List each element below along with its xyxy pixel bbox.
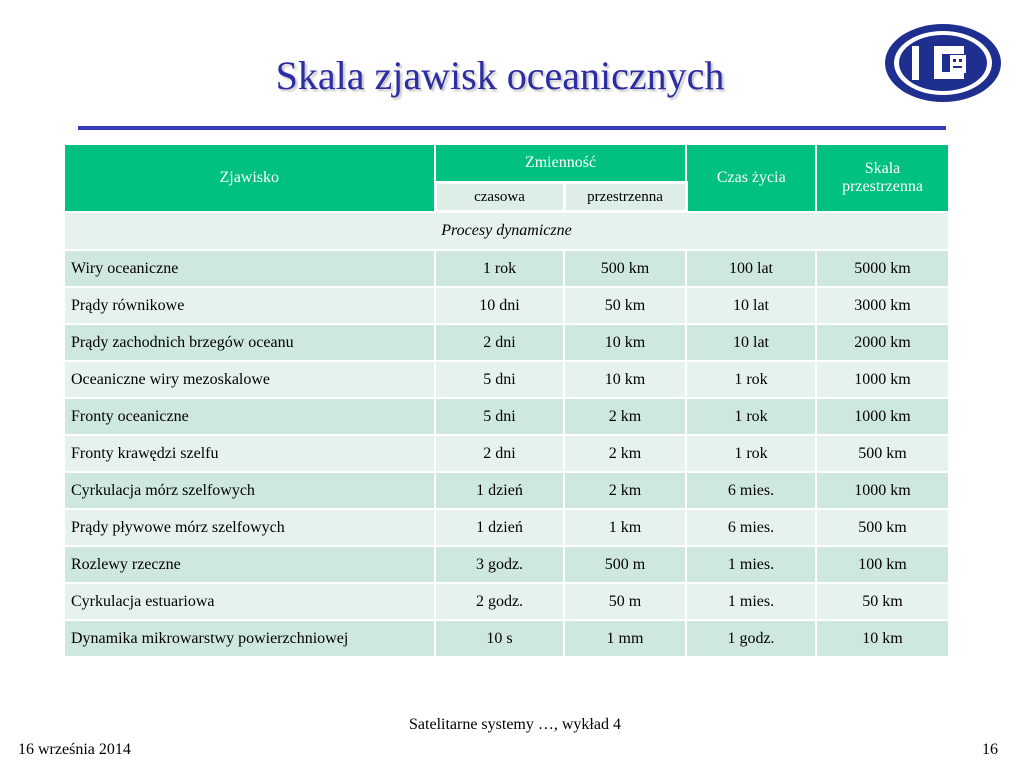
lifetime-cell: 1 mies. xyxy=(686,546,816,583)
temporal-cell: 2 dni xyxy=(435,324,564,361)
slide-title: Skala zjawisk oceanicznych xyxy=(275,53,725,98)
table-row xyxy=(64,620,949,657)
spatial-scale-cell: 5000 km xyxy=(816,250,949,287)
spatial-scale-cell: 50 km xyxy=(816,583,949,620)
spatial-scale-cell: 1000 km xyxy=(816,361,949,398)
spatial-scale-cell: 500 km xyxy=(816,435,949,472)
table-row xyxy=(64,398,949,435)
temporal-cell: 1 rok xyxy=(435,250,564,287)
header-variability: Zmienność xyxy=(435,144,686,183)
temporal-cell: 3 godz. xyxy=(435,546,564,583)
lifetime-cell: 100 lat xyxy=(686,250,816,287)
header-spatial: przestrzenna xyxy=(564,183,686,212)
phenomena-scale-table xyxy=(63,143,950,658)
spatial-scale-cell: 500 km xyxy=(816,509,949,546)
header-spatial-scale: Skala przestrzenna xyxy=(816,144,949,212)
phenomenon-cell: Fronty krawędzi szelfu xyxy=(64,435,435,472)
table-row xyxy=(64,287,949,324)
spatial-scale-cell: 3000 km xyxy=(816,287,949,324)
table-row xyxy=(64,509,949,546)
lifetime-cell: 6 mies. xyxy=(686,509,816,546)
lifetime-cell: 6 mies. xyxy=(686,472,816,509)
temporal-cell: 5 dni xyxy=(435,361,564,398)
spatial-cell: 1 mm xyxy=(564,620,686,657)
spatial-cell: 500 m xyxy=(564,546,686,583)
section-label: Procesy dynamiczne xyxy=(64,212,949,251)
phenomenon-cell: Wiry oceaniczne xyxy=(64,250,435,287)
header-temporal: czasowa xyxy=(435,183,564,212)
spatial-cell: 10 km xyxy=(564,324,686,361)
phenomenon-cell: Prądy równikowe xyxy=(64,287,435,324)
table-row xyxy=(64,324,949,361)
institution-logo xyxy=(882,22,1004,104)
temporal-cell: 1 dzień xyxy=(435,472,564,509)
spatial-cell: 500 km xyxy=(564,250,686,287)
spatial-cell: 2 km xyxy=(564,472,686,509)
table-row xyxy=(64,472,949,509)
table-row xyxy=(64,583,949,620)
header-lifetime: Czas życia xyxy=(686,144,816,212)
temporal-cell: 10 dni xyxy=(435,287,564,324)
temporal-cell: 2 dni xyxy=(435,435,564,472)
temporal-cell: 1 dzień xyxy=(435,509,564,546)
table-row xyxy=(64,361,949,398)
lifetime-cell: 1 rok xyxy=(686,435,816,472)
footer-date: 16 września 2014 xyxy=(18,741,131,758)
phenomenon-cell: Dynamika mikrowarstwy powierzchniowej xyxy=(64,620,435,657)
spatial-cell: 2 km xyxy=(564,435,686,472)
spatial-cell: 1 km xyxy=(564,509,686,546)
header-phenomenon: Zjawisko xyxy=(64,144,435,212)
spatial-scale-cell: 2000 km xyxy=(816,324,949,361)
lifetime-cell: 1 rok xyxy=(686,398,816,435)
table-row xyxy=(64,546,949,583)
slide-number: 16 xyxy=(982,741,998,758)
lifetime-cell: 1 mies. xyxy=(686,583,816,620)
temporal-cell: 5 dni xyxy=(435,398,564,435)
spatial-scale-cell: 10 km xyxy=(816,620,949,657)
spatial-cell: 2 km xyxy=(564,398,686,435)
lifetime-cell: 10 lat xyxy=(686,324,816,361)
lifetime-cell: 10 lat xyxy=(686,287,816,324)
temporal-cell: 2 godz. xyxy=(435,583,564,620)
lifetime-cell: 1 rok xyxy=(686,361,816,398)
phenomenon-cell: Prądy pływowe mórz szelfowych xyxy=(64,509,435,546)
spatial-cell: 50 m xyxy=(564,583,686,620)
phenomenon-cell: Rozlewy rzeczne xyxy=(64,546,435,583)
phenomenon-cell: Cyrkulacja estuariowa xyxy=(64,583,435,620)
spatial-scale-cell: 100 km xyxy=(816,546,949,583)
spatial-cell: 10 km xyxy=(564,361,686,398)
temporal-cell: 10 s xyxy=(435,620,564,657)
table-row xyxy=(64,250,949,287)
phenomenon-cell: Fronty oceaniczne xyxy=(64,398,435,435)
lifetime-cell: 1 godz. xyxy=(686,620,816,657)
spatial-cell: 50 km xyxy=(564,287,686,324)
phenomenon-cell: Prądy zachodnich brzegów oceanu xyxy=(64,324,435,361)
phenomenon-cell: Cyrkulacja mórz szelfowych xyxy=(64,472,435,509)
spatial-scale-cell: 1000 km xyxy=(816,398,949,435)
footer-lecture-title: Satelitarne systemy …, wykład 4 xyxy=(409,716,621,733)
phenomenon-cell: Oceaniczne wiry mezoskalowe xyxy=(64,361,435,398)
title-underline xyxy=(78,126,946,130)
table-row xyxy=(64,435,949,472)
spatial-scale-cell: 1000 km xyxy=(816,472,949,509)
